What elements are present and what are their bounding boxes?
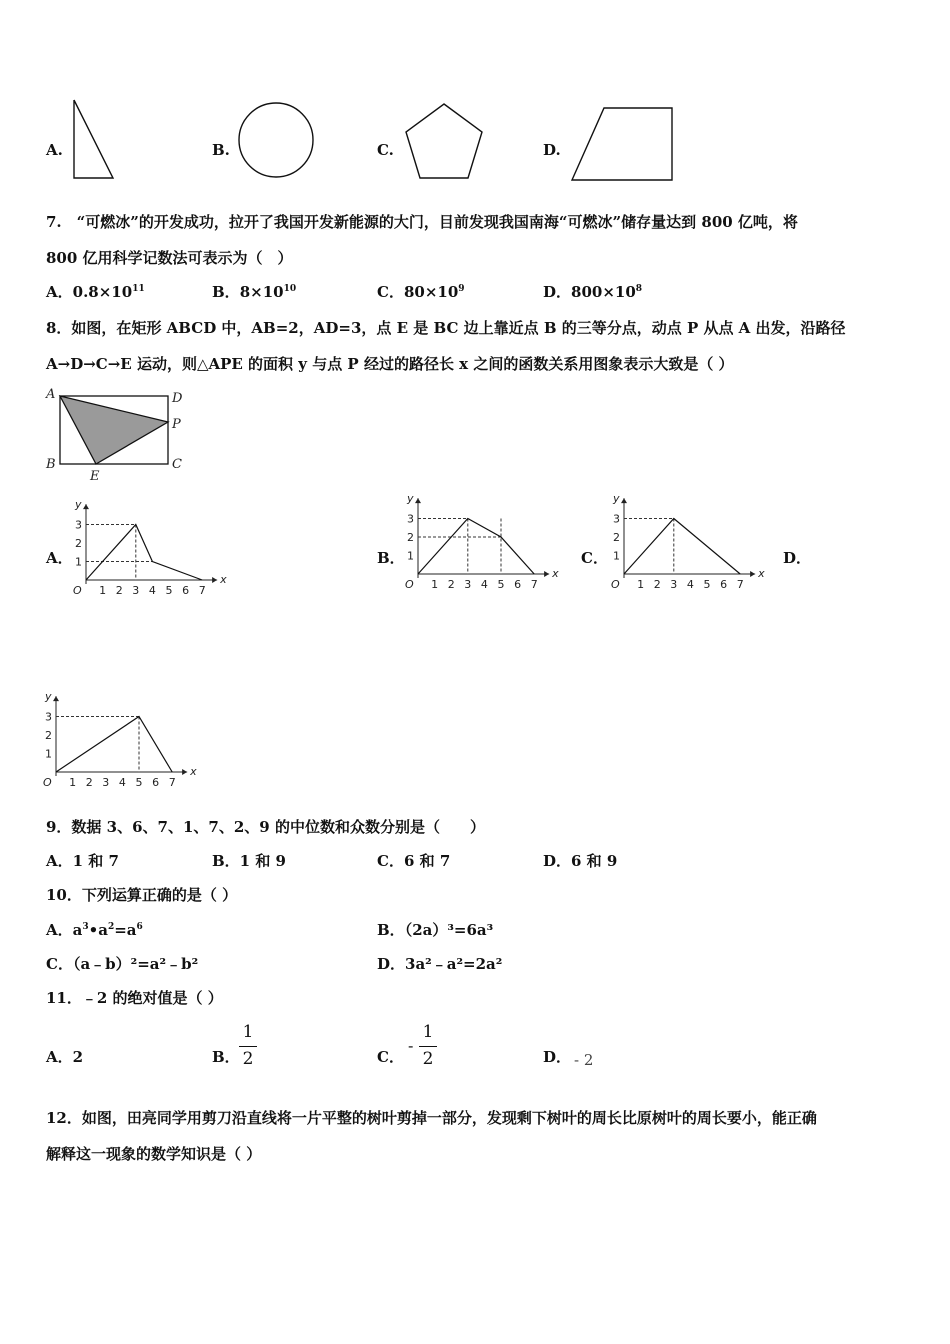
y-tick-label: 3 [45, 710, 52, 724]
x-axis-arrow [212, 577, 217, 583]
figure-label-a: A [46, 387, 56, 402]
x-tick-label: 1 [431, 578, 439, 591]
triangle-ape-shaded [60, 396, 168, 464]
q8-graph-b [398, 494, 558, 602]
q8-stem-line2: A→D→C→E 运动，则△APE 的面积 y 与点 P 经过的路径长 x 之间的函数关系用图象表示大致是（ ） [46, 355, 734, 373]
y-axis-label: y [45, 690, 52, 704]
figure-label-p: P [172, 417, 181, 432]
function-line [418, 519, 534, 575]
x-tick-label: 3 [464, 578, 472, 591]
x-axis-label: x [758, 567, 765, 580]
q11-option-d-label: D． [543, 1048, 572, 1066]
q11-option-b-fraction-bar [239, 1046, 257, 1047]
q7-option-c: C．$80\times 10^9$ [377, 283, 465, 301]
x-tick-label: 4 [480, 578, 488, 591]
y-axis-arrow [83, 504, 89, 509]
x-tick-label: 1 [637, 578, 645, 591]
q12-stem-line2: 解释这一现象的数学知识是（ ） [46, 1145, 262, 1163]
x-tick-label: 3 [102, 776, 110, 789]
q8-stem-line1: 8．如图，在矩形 ABCD 中，AB=2，AD=3，点 E 是 BC 边上靠近点 B 的三等分点，动点 P 从点 A 出发，沿路径 [46, 319, 846, 337]
figure-label-d: D [172, 391, 183, 406]
q7-stem-line1: 7. “可燃冰”的开发成功，拉开了我国开发新能源的大门，目前发现我国南海“可燃冰”储存量达到 800 亿吨，将 [46, 213, 798, 231]
q11-option-b-denominator: 2 [242, 1049, 254, 1069]
x-tick-label: 4 [686, 578, 694, 591]
figure-label-b: B [46, 457, 56, 472]
origin-label: O [611, 578, 620, 591]
y-tick-label: 2 [45, 729, 52, 742]
x-tick-label: 4 [118, 776, 126, 789]
q7-option-d: D．$800\times 10^8$ [543, 283, 643, 301]
x-tick-label: 1 [69, 776, 77, 789]
figure-label-c: C [172, 457, 182, 472]
q9-option-b: B．1 和 9 [212, 852, 286, 870]
y-tick-label: 1 [613, 549, 620, 563]
y-axis-label: y [613, 492, 620, 506]
q8-option-d-label: D． [783, 549, 812, 567]
q7-stem-line2: 800 亿用科学记数法可表示为（ ） [46, 249, 293, 267]
q6-right-triangle-shape [70, 96, 120, 182]
q8-graph-a [66, 500, 226, 604]
y-tick-label: 2 [407, 531, 414, 544]
q11-option-d-value: - 2 [574, 1051, 594, 1069]
x-tick-label: 2 [115, 584, 123, 597]
x-axis-label: x [190, 765, 197, 778]
x-axis-arrow [544, 571, 549, 577]
q11-option-c-denominator: 2 [422, 1049, 434, 1069]
x-tick-label: 7 [168, 776, 176, 789]
x-tick-label: 6 [182, 584, 190, 597]
x-tick-label: 2 [85, 776, 93, 789]
x-axis-label: x [552, 567, 559, 580]
y-tick-label: 1 [45, 747, 52, 761]
q8-graph-c [604, 494, 764, 602]
q11-option-b-label: B． [212, 1048, 240, 1066]
q9-option-d: D．6 和 9 [543, 852, 618, 870]
y-tick-label: 3 [407, 512, 414, 526]
q12-stem-line1: 12．如图，田亮同学用剪刀沿直线将一片平整的树叶剪掉一部分，发现剩下树叶的周长比原树叶的周长要小，能正确 [46, 1109, 817, 1127]
x-tick-label: 7 [530, 578, 538, 591]
q11-option-c-numerator: 1 [422, 1022, 434, 1042]
x-tick-label: 6 [514, 578, 522, 591]
q7-option-b: B．$8\times 10^{10}$ [212, 283, 297, 301]
q6-option-a-label: A. [46, 141, 63, 159]
figure-label-e: E [90, 469, 100, 484]
q6-pentagon-shape [402, 100, 488, 184]
x-tick-label: 3 [132, 584, 140, 597]
q8-rectangle-figure [44, 386, 194, 486]
y-axis-label: y [407, 492, 414, 506]
origin-label: O [405, 578, 414, 591]
q11-option-b-numerator: 1 [242, 1022, 254, 1042]
x-tick-label: 5 [703, 578, 711, 591]
q8-option-a-label: A． [46, 549, 73, 567]
q10-stem: 10．下列运算正确的是（ ） [46, 886, 238, 904]
x-axis-arrow [750, 571, 755, 577]
q8-option-c-label: C． [581, 549, 608, 567]
y-axis-label: y [75, 498, 82, 512]
q6-option-c-label: C. [377, 141, 394, 159]
y-tick-label: 2 [75, 537, 82, 550]
x-tick-label: 7 [736, 578, 744, 591]
x-tick-label: 5 [135, 776, 143, 789]
origin-label: O [73, 584, 82, 597]
x-tick-label: 3 [670, 578, 678, 591]
x-tick-label: 7 [198, 584, 206, 597]
function-line [56, 717, 172, 773]
q11-option-a: A．2 [46, 1048, 84, 1066]
y-axis-arrow [621, 498, 627, 503]
x-tick-label: 1 [99, 584, 107, 597]
q10-option-b: B．（2a）³=6a³ [377, 921, 494, 939]
q9-option-a: A．1 和 7 [46, 852, 119, 870]
x-axis-arrow [182, 769, 187, 775]
q11-stem: 11．﹣2 的绝对值是（ ） [46, 989, 223, 1007]
q10-option-d: D．3a²﹣a²=2a² [377, 955, 503, 973]
x-axis-label: x [220, 573, 227, 586]
q9-option-c: C．6 和 7 [377, 852, 451, 870]
y-tick-label: 3 [75, 518, 82, 532]
x-tick-label: 6 [152, 776, 160, 789]
y-axis-arrow [53, 696, 59, 701]
x-tick-label: 6 [720, 578, 728, 591]
x-tick-label: 4 [148, 584, 156, 597]
q11-option-c-fraction-bar [419, 1046, 437, 1047]
x-tick-label: 5 [165, 584, 173, 597]
q8-graph-d [36, 692, 196, 800]
origin-label: O [43, 776, 52, 789]
q7-option-a: A．$0.8\times 10^{11}$ [46, 283, 145, 301]
q10-option-c: C．（a﹣b）²=a²﹣b² [46, 955, 199, 973]
y-tick-label: 3 [613, 512, 620, 526]
x-tick-label: 2 [447, 578, 455, 591]
y-tick-label: 2 [613, 531, 620, 544]
q6-option-b-label: B. [212, 141, 230, 159]
y-tick-label: 1 [75, 555, 82, 569]
q9-stem: 9．数据 3、6、7、1、7、2、9 的中位数和众数分别是（ ） [46, 818, 485, 836]
x-tick-label: 2 [653, 578, 661, 591]
q11-option-c-sign: - [408, 1036, 414, 1055]
function-line [86, 525, 202, 581]
q6-circle-shape [236, 100, 320, 184]
function-line [624, 519, 740, 575]
y-tick-label: 1 [407, 549, 414, 563]
q8-option-b-label: B． [377, 549, 405, 567]
x-tick-label: 5 [497, 578, 505, 591]
q6-option-d-label: D. [543, 141, 561, 159]
q10-option-a: A．$a^3•a^2=a^6$ [46, 921, 143, 939]
y-axis-arrow [415, 498, 421, 503]
q11-option-c-label: C． [377, 1048, 404, 1066]
q6-trapezoid-shape [568, 104, 678, 184]
